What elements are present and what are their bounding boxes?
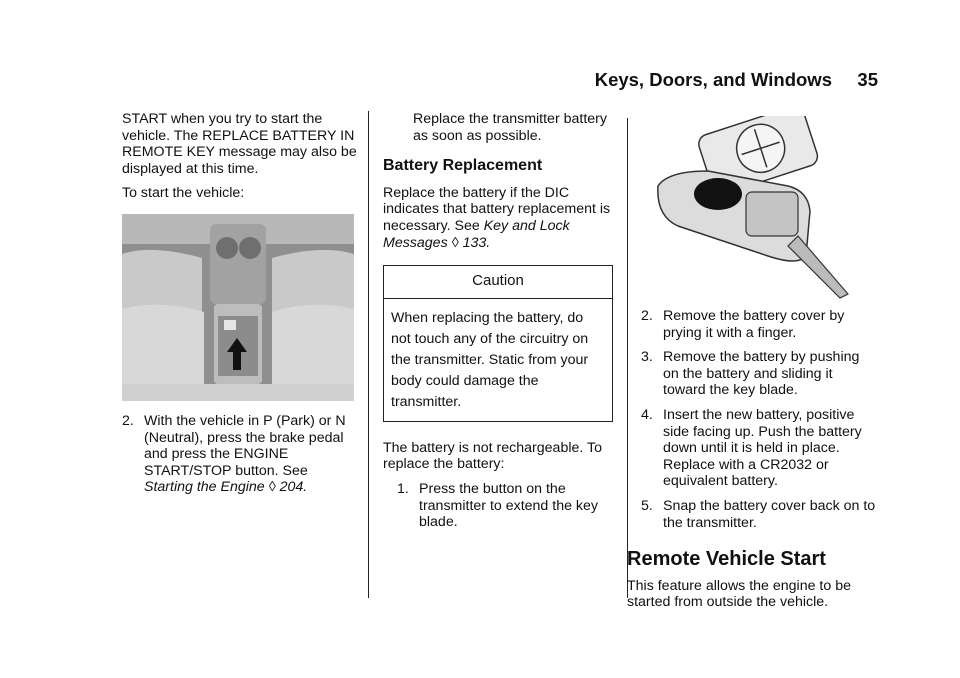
step-text: Remove the battery by pushing on the battery and sliding it toward the key blade. (663, 349, 860, 399)
battery-steps-list (383, 481, 619, 531)
continued-step-text: Replace the transmitter battery as soon as possible. (413, 111, 607, 144)
column-divider-1 (368, 111, 369, 598)
step-text-main: With the vehicle in P (Park) or N (Neutral), press the brake pedal and press the ENGINE START/STOP button. See (144, 412, 346, 479)
step-number: 4. (641, 406, 653, 423)
cross-reference-link[interactable]: Key and Lock Messages (383, 217, 570, 251)
col1-paragraph-1: START when you try to start the vehicle. The REPLACE BATTERY IN REMOTE KEY message may also be displayed at this time. (122, 111, 357, 177)
step-text (144, 413, 358, 496)
col1-paragraph-2: To start the vehicle: (122, 185, 245, 202)
col3-paragraph: This feature allows the engine to be started from outside the vehicle. (627, 577, 851, 611)
list-item (641, 498, 879, 531)
list-item (641, 407, 879, 490)
caution-body: When replacing the battery, do not touch any of the circuitry on the transmitter. Static from your body could damage the transmitter. (391, 309, 589, 410)
page-header-title: Keys, Doors, and Windows (594, 69, 832, 90)
key-fob-battery-illustration (648, 116, 852, 300)
step-text: Press the button on the transmitter to extend the key blade. (419, 480, 599, 531)
center-console-illustration (122, 214, 354, 401)
page-number: 35 (857, 69, 878, 90)
step-number: 3. (641, 349, 653, 366)
step-text: Snap the battery cover back on to the transmitter. (663, 497, 876, 531)
list-item (122, 413, 358, 496)
caution-box (383, 265, 613, 422)
paragraph-text: Replace the battery if the DIC indicates that battery replacement is necessary. See (383, 184, 611, 234)
cross-reference-link[interactable]: Starting the Engine (144, 479, 265, 496)
step-number: 2. (641, 308, 653, 324)
battery-steps-list-continued (627, 308, 879, 531)
step-number: 5. (641, 497, 653, 514)
step-number: 1. (397, 480, 409, 497)
list-item (641, 308, 879, 341)
column-2 (383, 111, 619, 539)
step-number: 2. (122, 412, 134, 429)
list-item (641, 349, 879, 399)
section-heading-battery-replacement: Battery Replacement (383, 157, 543, 175)
col2-paragraph-1 (383, 185, 619, 251)
cross-reference-page: ◊ 133. (451, 234, 491, 251)
list-item (397, 481, 619, 531)
step-text: Remove the battery cover by prying it with a finger. (663, 308, 845, 341)
column-3 (627, 308, 879, 619)
step-text: Insert the new battery, positive side facing up. Push the battery down until it is held in place. Replace with a CR2032 or equivalent battery. (663, 406, 862, 490)
col2-paragraph-2: The battery is not rechargeable. To replace the battery: (383, 439, 602, 473)
cross-reference-page: ◊ 204. (268, 479, 308, 496)
caution-title: Caution (384, 266, 612, 299)
section-heading-remote-vehicle-start: Remote Vehicle Start (627, 548, 826, 571)
